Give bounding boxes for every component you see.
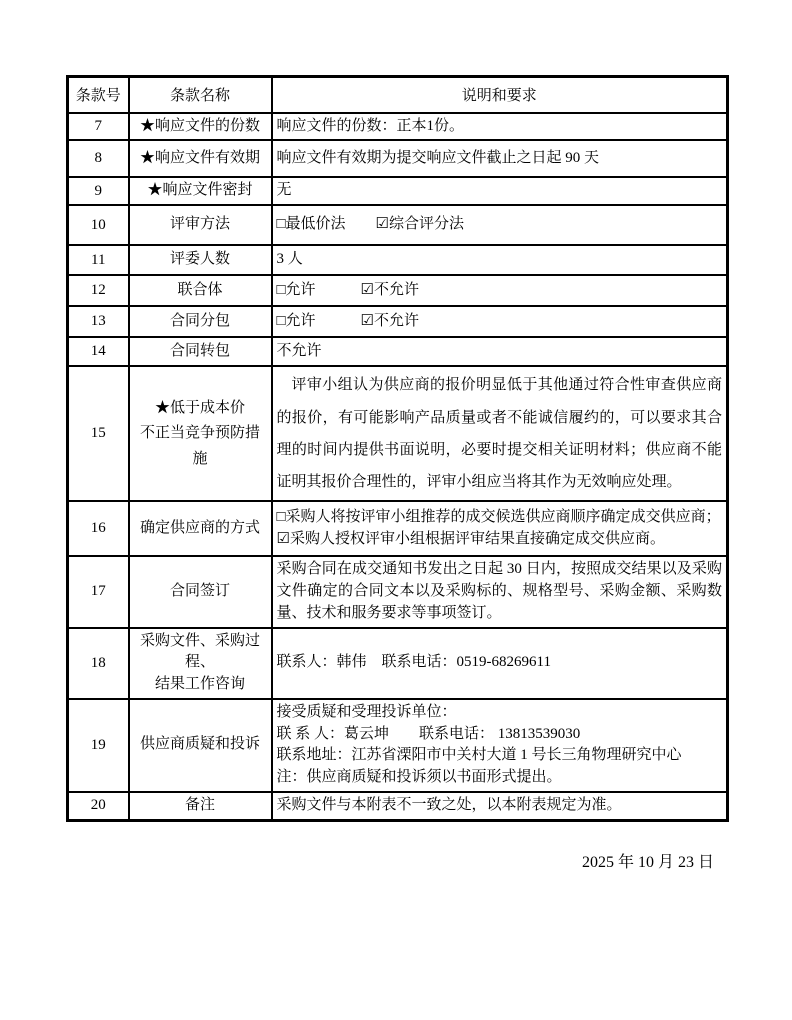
table-row [68, 699, 728, 792]
clause-name-line: 结果工作咨询 [154, 676, 245, 692]
clause-description-line: □最低价法 ☑综合评分法 [276, 216, 465, 233]
clause-description-paragraph: 评审小组认为供应商的报价明显低于其他通过符合性审查供应商的报价，有可能影响产品质量或者不能诚信履约的，可以要求其合理的时间内提供书面说明，必要时提交相关证明材料；供应商不能证明其报价合理性的，评审小组应当将其作为无效响应处理。 [276, 377, 722, 490]
clause-name-line: ★响应文件的份数 [139, 117, 260, 134]
clause-name-line: 合同分包 [169, 312, 230, 329]
clause-name [129, 245, 272, 275]
clause-number: 12 [68, 275, 129, 306]
table-row [68, 501, 728, 556]
table-row [68, 366, 728, 501]
clause-description [272, 337, 728, 366]
header-clause-no: 条款号 [68, 77, 129, 113]
clause-name [129, 792, 272, 820]
clause-description [272, 205, 728, 245]
clause-description-line: 联系人：韩伟 联系电话：0519-68269611 [276, 654, 551, 671]
clause-description [272, 140, 728, 177]
clause-number: 8 [68, 140, 129, 177]
clause-number: 19 [68, 699, 129, 792]
clause-name [129, 699, 272, 792]
table-row [68, 275, 728, 306]
clause-name-line: 备注 [184, 796, 215, 813]
clause-description-line: 不允许 [276, 342, 322, 359]
clause-number: 16 [68, 501, 129, 556]
clause-description [272, 245, 728, 275]
clause-description [272, 113, 728, 141]
clause-name-line: 评委人数 [169, 251, 230, 268]
clause-name-line: ★低于成本价 [154, 399, 245, 416]
clause-name-line: ★响应文件密封 [147, 182, 253, 199]
clause-description-line: 响应文件的份数：正本1份。 [276, 117, 465, 134]
clause-description-line: 联系地址：江苏省溧阳市中关村大道 1 号长三角物理研究中心 [276, 747, 682, 764]
clause-description [272, 501, 728, 556]
clause-description [272, 177, 728, 205]
clause-name-line: 合同转包 [169, 342, 230, 359]
clause-description-line: ☑采购人授权评审小组根据评审结果直接确定成交供应商。 [276, 530, 665, 547]
clause-description [272, 556, 728, 627]
clause-description-paragraph: 采购合同在成交通知书发出之日起 30 日内，按照成交结果以及采购文件确定的合同文本以及采购标的、规格型号、采购金额、采购数量、技术和服务要求等事项签订。 [276, 561, 722, 621]
clause-name [129, 556, 272, 627]
clause-name [129, 306, 272, 337]
clause-name [129, 337, 272, 366]
clause-name [129, 501, 272, 556]
clause-name [129, 177, 272, 205]
table-body [68, 113, 728, 821]
clause-number: 9 [68, 177, 129, 205]
clause-description-line: 联 系 人：葛云坤 联系电话： 13813539030 [276, 725, 581, 742]
clauses-table [66, 75, 729, 822]
clause-name [129, 366, 272, 501]
clause-name-line: 供应商质疑和投诉 [139, 736, 260, 753]
table-row [68, 140, 728, 177]
clause-number: 14 [68, 337, 129, 366]
clause-name-line: ★响应文件有效期 [139, 149, 260, 166]
table-row [68, 245, 728, 275]
table-row [68, 556, 728, 627]
clause-name [129, 275, 272, 306]
clause-name [129, 140, 272, 177]
table-row [68, 205, 728, 245]
clause-description-line: 无 [276, 182, 292, 199]
clause-description-line: 注：供应商质疑和投诉须以书面形式提出。 [276, 769, 562, 785]
clause-name-line: 不正当竞争预防措施 [139, 425, 260, 467]
header-row [68, 77, 728, 113]
clause-description [272, 275, 728, 306]
clause-description [272, 366, 728, 501]
table-row [68, 177, 728, 205]
clause-description [272, 306, 728, 337]
table-row [68, 113, 728, 141]
clause-number: 10 [68, 205, 129, 245]
clause-number: 15 [68, 366, 129, 501]
clause-description [272, 699, 728, 792]
clause-name [129, 113, 272, 141]
header-description: 说明和要求 [272, 77, 728, 113]
clause-description-line: 接受质疑和受理投诉单位： [276, 703, 457, 720]
clause-description-line: 采购文件与本附表不一致之处，以本附表规定为准。 [276, 796, 622, 813]
clause-name-line: 评审方法 [169, 216, 230, 233]
header-clause-name: 条款名称 [129, 77, 272, 113]
clause-description [272, 792, 728, 820]
clause-name [129, 205, 272, 245]
clause-description [272, 628, 728, 699]
clause-description-line: □采购人将按评审小组推荐的成交候选供应商顺序确定成交供应商； [276, 509, 721, 525]
document-date: 2025 年 10 月 23 日 [581, 854, 714, 871]
clause-number: 7 [68, 113, 129, 141]
table-row [68, 306, 728, 337]
clause-name-line: 合同签订 [169, 583, 230, 599]
table-row [68, 337, 728, 366]
clause-description-line: □允许 ☑不允许 [276, 281, 420, 298]
table-row [68, 628, 728, 699]
table-row [68, 792, 728, 820]
clause-number: 17 [68, 556, 129, 627]
clause-number: 11 [68, 245, 129, 275]
clause-description-line: 3 人 [276, 251, 303, 268]
clause-number: 18 [68, 628, 129, 699]
clause-number: 13 [68, 306, 129, 337]
clause-number: 20 [68, 792, 129, 820]
clause-description-line: 响应文件有效期为提交响应文件截止之日起 90 天 [276, 149, 600, 166]
clause-description-line: □允许 ☑不允许 [276, 312, 420, 329]
clause-name [129, 628, 272, 699]
clause-name-line: 确定供应商的方式 [139, 519, 260, 536]
clause-name-line: 采购文件、采购过程、 [139, 632, 260, 671]
clause-name-line: 联合体 [177, 281, 223, 298]
